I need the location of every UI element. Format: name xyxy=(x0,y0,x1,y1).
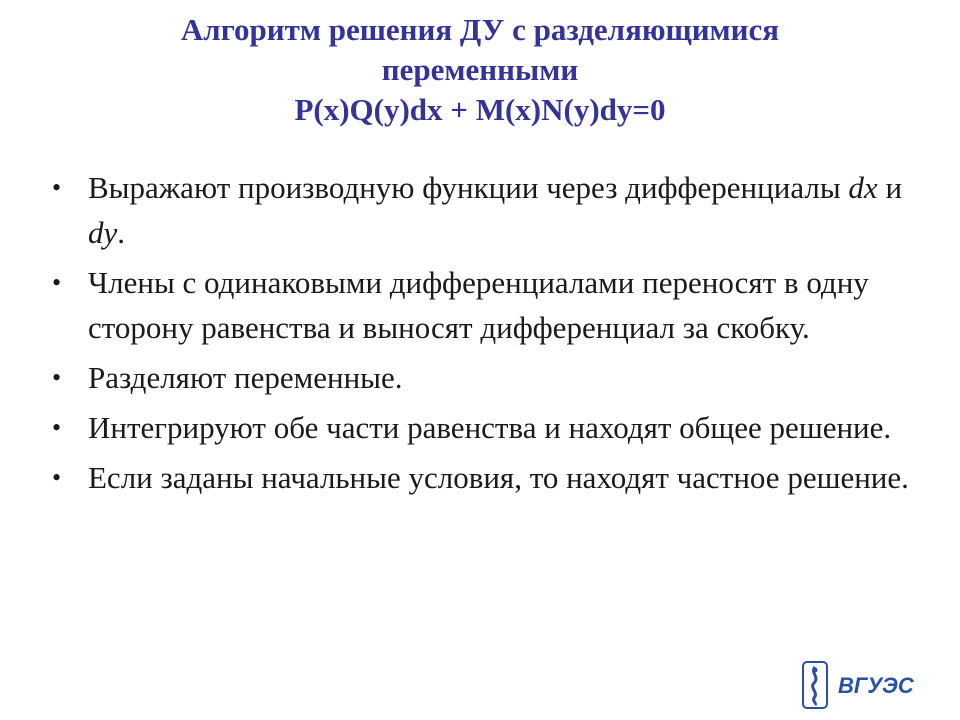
bullet-item xyxy=(52,455,912,500)
bullet-item xyxy=(52,405,912,450)
bullet-dot-icon: • xyxy=(52,173,62,202)
slide-title xyxy=(60,10,900,130)
bullet-list xyxy=(52,165,912,505)
logo-text: ВГУЭС xyxy=(838,673,914,698)
bullet-item xyxy=(52,260,912,350)
bullet-text: Интегрируют обе части равенства и находят общее решение. xyxy=(88,410,892,445)
math-variable: dy xyxy=(88,215,118,250)
logo-wordmark xyxy=(836,669,918,701)
title-line-2: переменными xyxy=(381,52,579,87)
title-line-1: Алгоритм решения ДУ с разделяющимися xyxy=(180,12,780,47)
bullet-text: Выражают производную функции через дифференциалы xyxy=(88,170,849,205)
logo-emblem-icon xyxy=(802,661,828,709)
bullet-dot-icon: • xyxy=(52,413,62,442)
bullet-dot-icon: • xyxy=(52,363,62,392)
bullet-dot-icon: • xyxy=(52,268,62,297)
university-logo xyxy=(802,660,922,710)
bullet-item xyxy=(52,355,912,400)
title-equation: P(x)Q(y)dx + M(x)N(y)dy=0 xyxy=(294,92,666,127)
bullet-dot-icon: • xyxy=(52,463,62,492)
bullet-item xyxy=(52,165,912,255)
bullet-text: . xyxy=(117,215,126,250)
bullet-text: Члены с одинаковыми дифференциалами переносят в одну сторону равенства и выносят дифференциал за скобку. xyxy=(88,265,869,345)
bullet-text: Разделяют переменные. xyxy=(88,360,403,395)
bullet-text: Если заданы начальные условия, то находят частное решение. xyxy=(88,460,909,495)
math-variable: dx xyxy=(848,170,878,205)
bullet-text: и xyxy=(877,170,903,205)
